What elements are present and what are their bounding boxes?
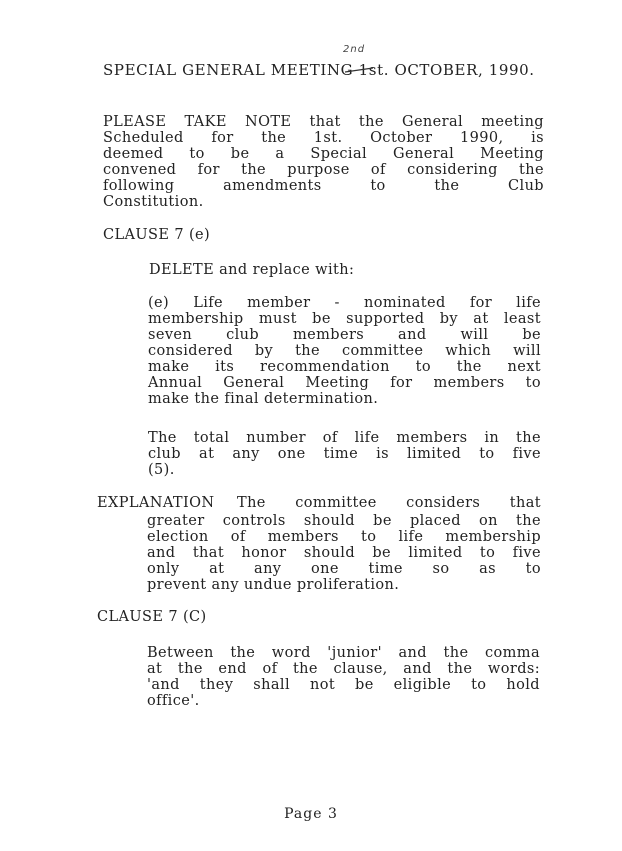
clause-7e-line: considered by the committee which will <box>148 343 541 359</box>
clause-7c-heading: CLAUSE 7 (C) <box>97 609 207 625</box>
title-suffix: . OCTOBER, 1990. <box>383 61 535 79</box>
clause-7e-line: membership must be supported by at least <box>148 311 541 327</box>
explanation-line: greater controls should be placed on the <box>147 513 541 529</box>
intro-line: convened for the purpose of considering the <box>103 162 544 178</box>
strikethrough-mark <box>345 66 373 74</box>
clause-7e-limit-line: club at any one time is limited to five <box>148 446 541 462</box>
struck-date: 1st <box>358 61 384 79</box>
page-number: Page 3 <box>284 806 338 822</box>
explanation-line: The committee considers that <box>237 495 541 511</box>
explanation-line: and that honor should be limited to five <box>147 545 541 561</box>
clause-7e-line: Annual General Meeting for members to <box>148 375 541 391</box>
explanation-line: prevent any undue proliferation. <box>147 577 400 593</box>
clause-7e-line: (e) Life member - nominated for life <box>148 295 541 311</box>
clause-7e-line: seven club members and will be <box>148 327 541 343</box>
clause-7e-heading: CLAUSE 7 (e) <box>103 227 211 243</box>
clause-7c-line: Between the word 'junior' and the comma <box>147 645 540 661</box>
explanation-label: EXPLANATION <box>97 495 215 511</box>
clause-7e-instruction: DELETE and replace with: <box>149 262 355 278</box>
page-title <box>103 62 535 78</box>
intro-line: following amendments to the Club <box>103 178 544 194</box>
clause-7c-line: office'. <box>147 693 200 709</box>
clause-7e-line: make its recommendation to the next <box>148 359 541 375</box>
handwritten-correction: 2nd <box>343 44 366 55</box>
clause-7c-line: 'and they shall not be eligible to hold <box>147 677 540 693</box>
intro-line: PLEASE TAKE NOTE that the General meeting <box>103 114 544 130</box>
clause-7e-line: make the final determination. <box>148 391 379 407</box>
explanation-line: election of members to life membership <box>147 529 541 545</box>
intro-line: Scheduled for the 1st. October 1990, is <box>103 130 544 146</box>
explanation-line: only at any one time so as to <box>147 561 541 577</box>
intro-line: Constitution. <box>103 194 204 210</box>
clause-7e-limit-line: (5). <box>148 462 175 478</box>
title-prefix: SPECIAL GENERAL MEETING <box>103 61 354 79</box>
clause-7e-limit-line: The total number of life members in the <box>148 430 541 446</box>
intro-line: deemed to be a Special General Meeting <box>103 146 544 162</box>
clause-7c-line: at the end of the clause, and the words: <box>147 661 540 677</box>
